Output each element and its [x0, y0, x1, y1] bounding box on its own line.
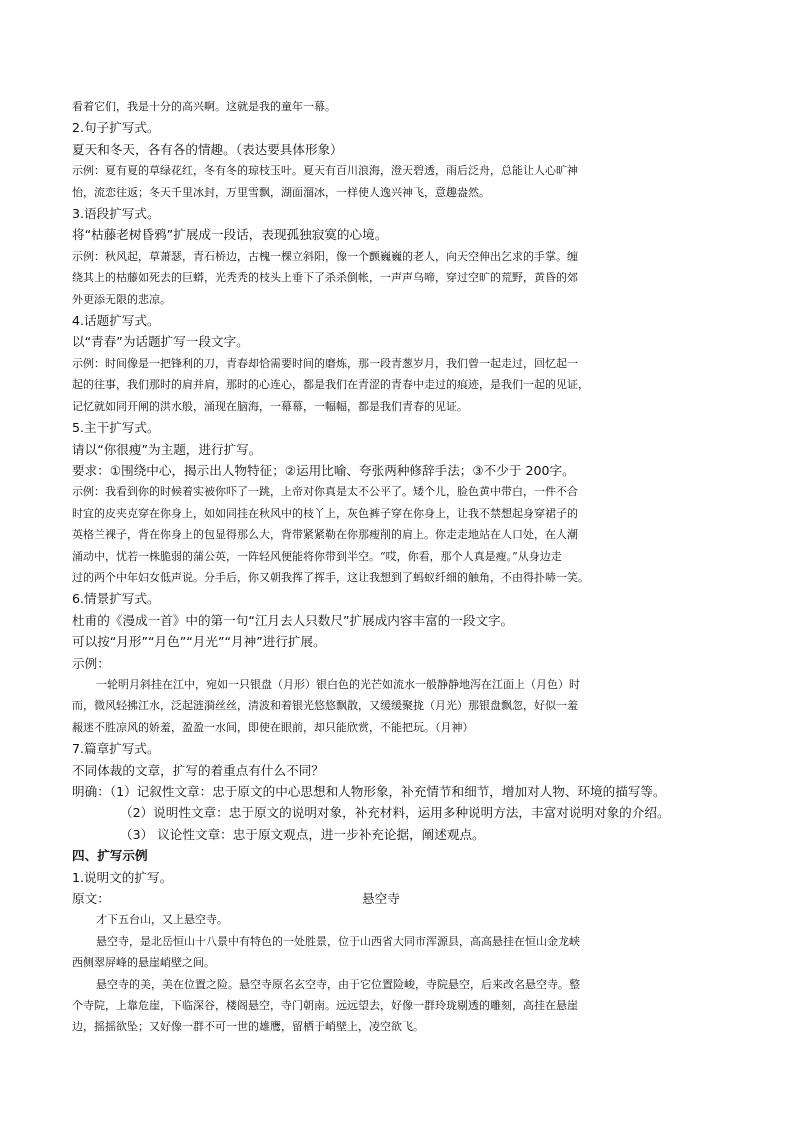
example-line: 记忆就如同开闸的洪水般，涌现在脑海，一幕幕，一幅幅，都是我们青春的见证。 [72, 399, 468, 413]
prompt-line: 将“枯藤老树昏鸦”扩展成一段话，表现孤独寂寞的心境。 [72, 227, 388, 243]
answer-line: 明确：（1）记叙性文章：忠于原文的中心思想和人物形象，补充情节和细节，增加对人物、环境的描写等。 [72, 784, 666, 799]
article-line: 边，摇摇欲坠；又好像一群不可一世的雄鹰，留栖于峭壁上，凌空欲飞。 [72, 1020, 424, 1034]
document-page [72, 96, 727, 1038]
article-title: 悬空寺 [362, 891, 400, 907]
prompt-line: 以“青春”为话题扩写一段文字。 [72, 334, 249, 350]
article-line: 悬空寺的美，美在位置之险。悬空寺原名玄空寺，由于它位置险峻，寺院悬空，后来改名悬空寺。整 [96, 977, 580, 991]
article-line: 个寺院，上靠危崖，下临深谷，楼阁悬空，寺门朝南。远远望去，好像一群玲珑剔透的雕刻，高挂在悬崖 [72, 999, 578, 1013]
example-line: 而，微风轻拂江水，泛起涟漪丝丝，清波和着银光悠悠飘散，又缓缓聚拢（月光）那银盘飘忽，好似一羞 [72, 699, 578, 713]
article-line: 悬空寺，是北岳恒山十八景中有特色的一处胜景，位于山西省大同市浑源县，高高悬挂在恒山金龙峡 [96, 934, 580, 948]
prompt-line: 夏天和冬天，各有各的情趣。（表达要具体形象） [72, 141, 343, 157]
requirement-line: 要求：①围绕中心，揭示出人物特征；②运用比喻、夸张两种修辞手法；③不少于 200字。 [72, 462, 575, 478]
example-line: 过的两个中年妇女低声说。分手后，你又朝我挥了挥手，这让我想到了蚂蚁纤细的触角，不由得扑哧一笑。 [72, 570, 589, 584]
example-line: 赧迷不胜凉风的娇羞，盈盈一水间，即使在眼前，却只能欣赏，不能把玩。（月神） [72, 720, 474, 734]
hint-line: 可以按“月形”“月色”“月光”“月神”进行扩展。 [72, 634, 326, 650]
section-heading: 3.语段扩写式。 [72, 206, 160, 222]
prompt-line: 杜甫的《漫成一首》中的第一句“江月去人只数尺”扩展成内容丰富的一段文字。 [72, 612, 514, 628]
example-line: 一轮明月斜挂在江中，宛如一只银盘（月形）银白色的光芒如流水一般静静地泻在江面上（月色）时 [96, 677, 580, 691]
example-line: 绕其上的枯藤如死去的巨蟒，光秃秃的枝头上垂下了杀杀倒帐，一声声乌啼，穿过空旷的荒野，黄昏的郊 [72, 271, 578, 285]
chapter-heading: 四、扩写示例 [72, 848, 148, 864]
example-line: 英格兰裸子，背在你身上的包显得那么大，背带紧紧勒在你那瘦削的肩上。你走走地站在人口处，在人潮 [72, 528, 578, 542]
example-line: 涌动中，忧若一株脆弱的蒲公英，一阵轻风便能将你带到半空。“哎，你看，那个人真是瘦。”从身边走 [72, 549, 562, 563]
example-line: 外更添无限的悲凉。 [72, 292, 171, 306]
text-line: 看着它们，我是十分的高兴啊。这就是我的童年一幕。 [72, 100, 336, 113]
example-line: 怡，流恋往返；冬天千里冰封，万里雪飘，湖面溜冰，一样使人逸兴神飞，意趣盎然。 [72, 185, 490, 199]
answer-line: （2）说明性文章：忠于原文的说明对象，补充材料，运用多种说明方法，丰富对说明对象的介绍。 [120, 805, 670, 821]
prompt-line: 请以“你很瘦”为主题，进行扩写。 [72, 441, 262, 457]
article-line: 西侧翠屏峰的悬崖峭壁之间。 [72, 956, 215, 970]
section-heading: 7.篇章扩写式。 [72, 741, 160, 757]
example-line: 示例：秋风起，草萧瑟，青石桥边，古槐一棵立斜阳，像一个颤巍巍的老人，向天空伸出乞求的手掌。缠 [72, 249, 578, 263]
original-label: 原文： [72, 891, 110, 907]
example-line: 时宜的皮夹克穿在你身上，如如同挂在秋风中的枝丫上，灰色裤子穿在你身上，让我不禁想起身穿裙子的 [72, 506, 578, 520]
section-heading: 6.情景扩写式。 [72, 591, 160, 607]
example-line: 示例：我看到你的时候着实被你吓了一跳，上帝对你真是太不公平了。矮个儿，脸色黄中带白，一件不合 [72, 485, 578, 499]
article-line: 才下五台山，又上悬空寺。 [96, 913, 228, 927]
answer-line: （3） 议论性文章：忠于原文观点，进一步补充论据，阐述观点。 [120, 826, 485, 842]
example-line: 起的往事，我们那时的肩并肩，那时的心连心，都是我们在青涩的青春中走过的痕迹，是我们一起的见证， [72, 378, 589, 392]
original-title-row [72, 888, 727, 909]
example-label: 示例： [72, 655, 110, 671]
section-heading: 4.话题扩写式。 [72, 313, 160, 329]
section-heading: 1.说明文的扩写。 [72, 869, 173, 885]
section-heading: 2.句子扩写式。 [72, 120, 160, 136]
question-line: 不同体裁的文章，扩写的着重点有什么不同？ [72, 762, 324, 778]
example-line: 示例：时间像是一把锋利的刀，青春却恰需要时间的磨炼，那一段青葱岁月，我们曾一起走过，回忆起一 [72, 356, 578, 370]
section-heading: 5.主干扩写式。 [72, 420, 160, 436]
example-line: 示例：夏有夏的草绿花红，冬有冬的琼枝玉叶。夏天有百川浪海，澄天碧透，雨后泛舟，总能让人心旷神 [72, 164, 578, 178]
